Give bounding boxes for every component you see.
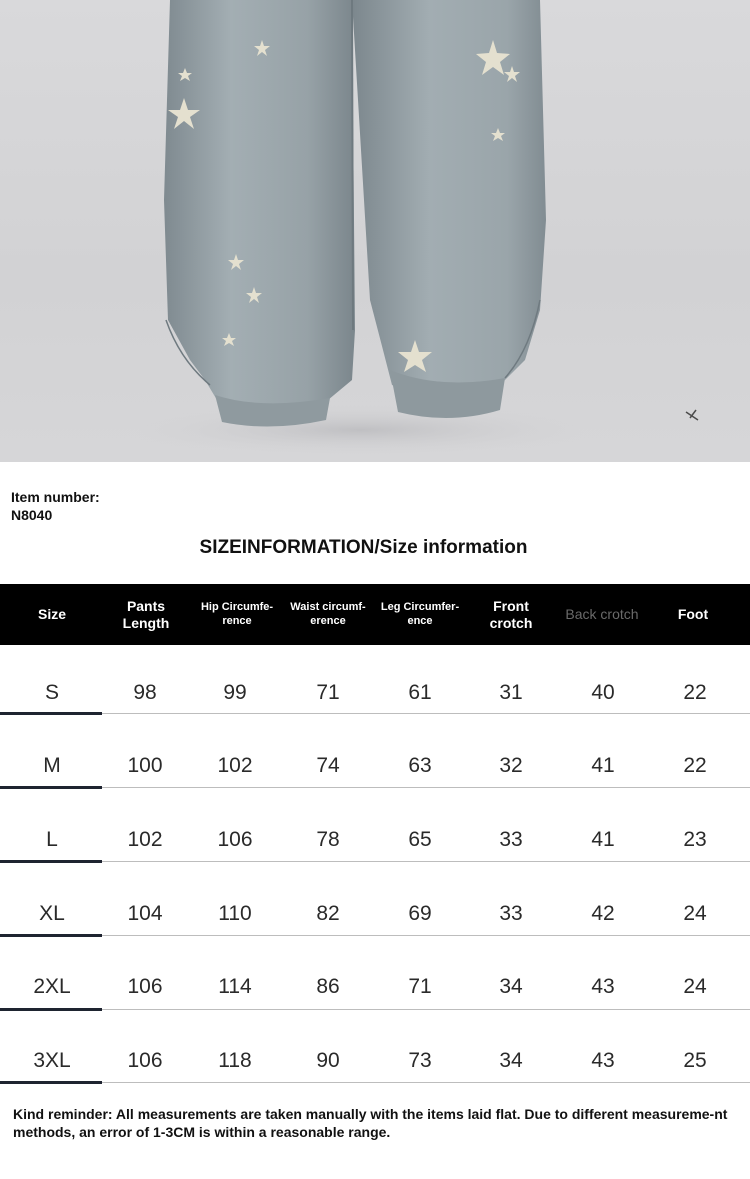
cell-pants-length: 106 xyxy=(127,1049,163,1072)
cell-back-crotch: 40 xyxy=(591,681,615,704)
table-row xyxy=(0,803,750,877)
header-foot: Foot xyxy=(677,606,709,623)
cell-leg: 63 xyxy=(408,754,432,777)
size-row-underline xyxy=(0,786,102,789)
cell-foot: 22 xyxy=(683,754,707,777)
row-divider xyxy=(101,1082,750,1083)
table-row xyxy=(0,729,750,803)
cell-leg: 73 xyxy=(408,1049,432,1072)
cell-pants-length: 106 xyxy=(127,975,163,998)
size-info-title: SIZEINFORMATION/Size information xyxy=(199,537,528,558)
cell-waist: 82 xyxy=(316,902,340,925)
cell-hip: 102 xyxy=(217,754,253,777)
jeans-illustration xyxy=(0,0,750,462)
cell-leg: 65 xyxy=(408,828,432,851)
cell-front-crotch: 34 xyxy=(499,975,523,998)
kind-reminder-note: Kind reminder: All measurements are taken manually with the items laid flat. Due to different measureme-nt methods, an error of 1-3CM is within a reasonable range. xyxy=(13,1106,728,1140)
cell-waist: 90 xyxy=(316,1049,340,1072)
cell-hip: 114 xyxy=(218,975,252,998)
cell-hip: 106 xyxy=(217,828,253,851)
cell-waist: 74 xyxy=(316,754,340,777)
row-divider xyxy=(101,787,750,788)
cell-size: S xyxy=(44,681,59,704)
size-row-underline xyxy=(0,1008,102,1011)
row-divider xyxy=(101,861,750,862)
size-row-underline xyxy=(0,860,102,863)
cell-front-crotch: 33 xyxy=(499,902,523,925)
cell-waist: 86 xyxy=(316,975,340,998)
cell-foot: 25 xyxy=(683,1049,707,1072)
size-row-underline xyxy=(0,934,102,937)
cell-pants-length: 104 xyxy=(127,902,163,925)
item-number-value: N8040 xyxy=(11,507,53,523)
table-row xyxy=(0,877,750,951)
cell-waist: 78 xyxy=(316,828,340,851)
cell-size: 2XL xyxy=(33,975,71,998)
cell-back-crotch: 41 xyxy=(591,828,615,851)
cell-waist: 71 xyxy=(316,681,340,704)
header-pants-length: Pants Length xyxy=(122,597,170,631)
cell-back-crotch: 41 xyxy=(591,754,615,777)
cell-hip: 99 xyxy=(223,681,247,704)
header-leg-circumference: Leg Circumfer- ence xyxy=(380,601,460,627)
cell-foot: 23 xyxy=(683,828,707,851)
cell-foot: 24 xyxy=(683,975,707,998)
table-row xyxy=(0,656,750,730)
size-row-underline xyxy=(0,712,102,715)
row-divider xyxy=(101,713,750,714)
cell-front-crotch: 32 xyxy=(499,754,523,777)
row-divider xyxy=(101,1009,750,1010)
header-waist-circumference: Waist circumf- erence xyxy=(290,601,366,627)
cell-foot: 22 xyxy=(683,681,707,704)
cell-pants-length: 98 xyxy=(133,681,157,704)
table-row xyxy=(0,1024,750,1098)
table-row xyxy=(0,950,750,1024)
row-divider xyxy=(101,935,750,936)
size-row-underline xyxy=(0,1081,102,1084)
cell-leg: 61 xyxy=(408,681,432,704)
cell-leg: 69 xyxy=(408,902,432,925)
cell-hip: 118 xyxy=(218,1049,252,1072)
header-front-crotch: Front crotch xyxy=(489,597,533,631)
cell-leg: 71 xyxy=(408,975,432,998)
header-back-crotch: Back crotch xyxy=(565,606,639,623)
size-table-header xyxy=(0,584,750,645)
cell-back-crotch: 42 xyxy=(591,902,615,925)
header-hip-circumference: Hip Circumfe- rence xyxy=(200,601,274,627)
header-size: Size xyxy=(37,606,66,623)
cell-back-crotch: 43 xyxy=(591,1049,615,1072)
cell-size: M xyxy=(43,754,61,777)
cell-size: 3XL xyxy=(33,1049,71,1072)
cell-hip: 110 xyxy=(218,902,252,925)
cell-size: XL xyxy=(39,902,65,925)
cell-front-crotch: 34 xyxy=(499,1049,523,1072)
item-number-label: Item number: xyxy=(11,489,100,505)
cell-foot: 24 xyxy=(683,902,707,925)
cell-pants-length: 100 xyxy=(127,754,163,777)
cell-front-crotch: 33 xyxy=(499,828,523,851)
cell-front-crotch: 31 xyxy=(499,681,523,704)
cell-size: L xyxy=(46,828,58,851)
product-photo xyxy=(0,0,750,462)
cell-pants-length: 102 xyxy=(127,828,163,851)
cell-back-crotch: 43 xyxy=(591,975,615,998)
